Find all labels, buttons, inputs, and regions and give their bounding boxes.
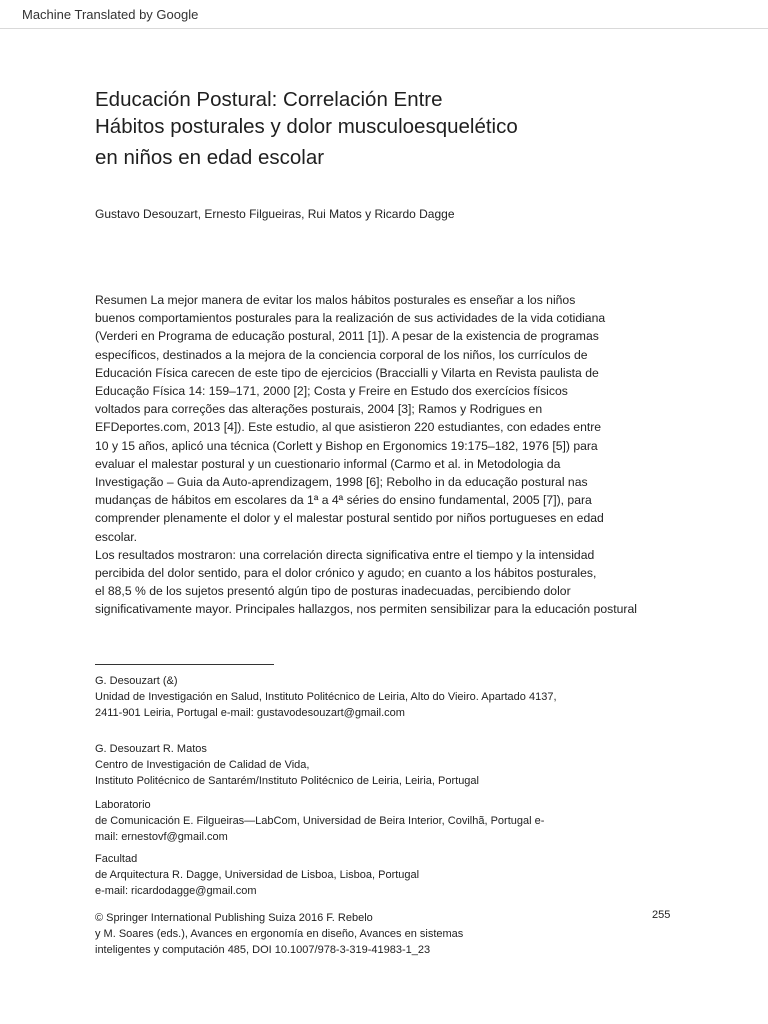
footnote-affiliation-3 (95, 797, 695, 845)
abstract (95, 291, 735, 619)
title-line-3: en niños en edad escolar (95, 146, 325, 169)
copyright-notice (95, 910, 695, 958)
abstract-line: escolar. (95, 529, 138, 544)
footnote-line: mail: ernestovf@gmail.com (95, 831, 228, 843)
abstract-line: 10 y 15 años, aplicó una técnica (Corlett y Bishop en Ergonomics 19:175–182, 1976 [5]) para (95, 438, 598, 453)
footnote-line: 2411-901 Leiria, Portugal e-mail: gustavodesouzart@gmail.com (95, 707, 405, 719)
abstract-line: buenos comportamientos posturales para la realización de sus actividades de la vida cotidiana (95, 311, 606, 326)
abstract-line: el 88,5 % de los sujetos presentó algún tipo de posturas inadecuadas, percibiendo dolor (95, 584, 571, 599)
abstract-line: Resumen La mejor manera de evitar los malos hábitos posturales es enseñar a los niños (95, 293, 576, 307)
abstract-line: Educación Física carecen de este tipo de ejercicios (Braccialli y Vilarta en Revista paulista de (95, 365, 599, 380)
footnote-affiliation-4 (95, 851, 695, 899)
footnote-line: G. Desouzart R. Matos (95, 743, 207, 755)
abstract-line: significativamente mayor. Principales hallazgos, nos permiten sensibilizar para la educación postural (95, 602, 637, 617)
abstract-line: específicos, destinados a la mejora de la conciencia corporal de los niños, los currículos de (95, 347, 588, 362)
footnote-line: de Comunicación E. Filgueiras—LabCom, Universidad de Beira Interior, Covilhã, Portugal e- (95, 815, 545, 827)
machine-translation-banner (0, 0, 768, 29)
footnote-line: e-mail: ricardodagge@gmail.com (95, 885, 257, 897)
footnote-divider (95, 664, 274, 665)
footnote-line: de Arquitectura R. Dagge, Universidad de Lisboa, Lisboa, Portugal (95, 869, 420, 881)
page-number: 255 (652, 909, 671, 921)
copyright-line: y M. Soares (eds.), Avances en ergonomía en diseño, Avances en sistemas (95, 928, 464, 940)
footnote-line: Instituto Politécnico de Santarém/Instituto Politécnico de Leiria, Leiria, Portugal (95, 775, 479, 787)
abstract-line: EFDeportes.com, 2013 [4]). Este estudio, al que asistieron 220 estudiantes, con edades entre (95, 420, 602, 435)
paper-title (95, 86, 715, 171)
abstract-line: percibida del dolor sentido, para el dolor crónico y agudo; en cuanto a los hábitos posturales, (95, 566, 597, 581)
abstract-line: (Verderi en Programa de educação postural, 2011 [1]). A pesar de la existencia de programas (95, 329, 599, 344)
footnote-line: G. Desouzart (&) (95, 675, 178, 687)
footnote-affiliation-2 (95, 741, 695, 789)
footnote-line: Centro de Investigación de Calidad de Vida, (95, 759, 310, 771)
footnote-line: Laboratorio (95, 799, 151, 811)
footnote-line: Facultad (95, 853, 138, 865)
abstract-line: comprender plenamente el dolor y el malestar postural sentido por niños portugueses en edad (95, 511, 604, 526)
copyright-line: inteligentes y computación 485, DOI 10.1007/978-3-319-41983-1_23 (95, 944, 431, 956)
abstract-line: Los resultados mostraron: una correlación directa significativa entre el tiempo y la intensidad (95, 547, 595, 562)
abstract-line: voltados para correções das alterações posturais, 2004 [3]; Ramos y Rodrigues en (95, 402, 543, 417)
banner-text: Machine Translated by Google (22, 7, 199, 22)
title-line-2: Hábitos posturales y dolor musculoesquelético (95, 115, 518, 138)
author-list: Gustavo Desouzart, Ernesto Filgueiras, Rui Matos y Ricardo Dagge (95, 207, 455, 221)
abstract-line: evaluar el malestar postural y un cuestionario informal (Carmo et al. in Metodologia da (95, 456, 561, 471)
copyright-line: © Springer International Publishing Suiza 2016 F. Rebelo (95, 912, 373, 924)
footnote-affiliation-1 (95, 673, 695, 721)
abstract-line: mudanças de hábitos em escolares da 1ª a 4ª séries do ensino fundamental, 2005 [7]), para (95, 493, 592, 508)
abstract-line: Investigação – Guia da Auto-aprendizagem, 1998 [6]; Rebolho in da educação postural nas (95, 475, 588, 490)
title-line-1: Educación Postural: Correlación Entre (95, 88, 443, 111)
abstract-line: Educação Física 14: 159–171, 2000 [2]; Costa y Freire en Estudo dos exercícios físicos (95, 384, 568, 399)
footnote-line: Unidad de Investigación en Salud, Instituto Politécnico de Leiria, Alto do Vieiro. Apartado 4137, (95, 691, 557, 703)
